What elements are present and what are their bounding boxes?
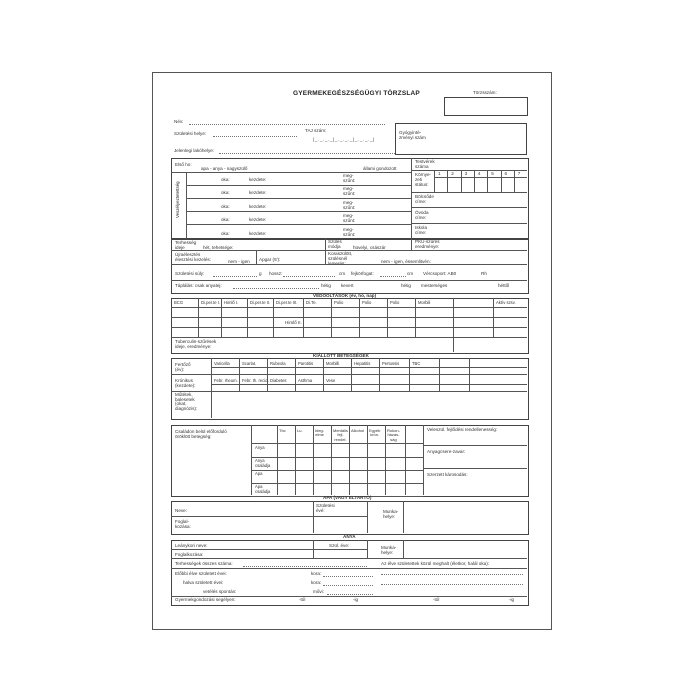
pku-label: PKU-szűrés eredménye:	[415, 239, 440, 249]
registry-number-field[interactable]	[444, 97, 528, 116]
institution-label: Gyógyinté- zményi szám	[399, 130, 426, 140]
resuscitation-label: Újraélesztés élesztési kezelés:	[175, 252, 212, 262]
age-label: kora:	[311, 580, 322, 585]
heredity-column-header: Rokon- házas- ság	[387, 428, 400, 442]
ended-label: meg- szűnt:	[343, 173, 356, 183]
birthplace-field[interactable]	[213, 136, 297, 137]
pregnancy-duration-label: Terhesség ideje	[175, 240, 197, 250]
mother-workplace-label: Munka- helye:	[381, 545, 397, 555]
infectious-disease-column: Morbilli	[326, 361, 340, 366]
vaccination-column-header: Morbili	[418, 300, 431, 305]
mother-occupation-label: Foglalkozása:	[175, 552, 204, 557]
residence-label: Jelenlegi lakóhelye:	[174, 148, 215, 153]
infectious-disease-column: Hepatitis	[354, 361, 371, 366]
metabolic-label: Anyagcsere-zavar:	[427, 449, 466, 454]
environment-status-number: 2	[451, 171, 454, 176]
father-table	[171, 501, 529, 535]
deceased-children-label: Az élve születettek közül meghalt (életkor, halál oka):	[381, 561, 490, 566]
chronic-disease-column: Febr. rheum.	[214, 378, 238, 383]
record-sheet	[152, 72, 552, 630]
weeks-unit: hétig	[401, 283, 411, 288]
taj-boxes[interactable]: |_._._._|_._._._|_._._._|	[313, 137, 375, 142]
start-label: kezdete:	[249, 204, 267, 209]
endangerment-label: Veszélyeztetettség	[175, 181, 180, 218]
from-label: -tól	[433, 597, 440, 602]
name-field[interactable]	[189, 124, 385, 125]
length-unit: cm	[339, 271, 346, 276]
childcare-allowance-label: Gyermekgondozási segélyen:	[175, 597, 236, 602]
age-label: kora:	[311, 571, 322, 576]
ended-label: meg- szűnt:	[343, 186, 356, 196]
siblings-label: Testvérek száma	[415, 159, 435, 169]
diseases-header: KIÁLLOTT BETEGSÉGEK	[313, 353, 369, 358]
vaccination-column-header: Di.per.te III.	[276, 300, 298, 305]
heredity-row-label: Anya	[255, 445, 265, 450]
school-label: Iskola címe:	[415, 225, 428, 235]
weight-unit: g	[259, 271, 262, 276]
induced-abortion-field[interactable]	[327, 594, 373, 595]
feeding-label: Táplálás: csak anyatej:	[175, 283, 222, 288]
vaccination-column-header: Polio	[362, 300, 372, 305]
form-title: GYERMEKEGÉSZSÉGÜGYI TÖRZSLAP	[293, 90, 420, 97]
environment-status-number: 3	[464, 171, 468, 176]
environment-status-number: 1	[438, 171, 441, 176]
heredity-column-header: Lu.	[297, 428, 303, 433]
nursery-label: Bölcsőde címe:	[415, 194, 434, 204]
chronic-disease-column: Vese	[326, 378, 336, 383]
smallpox-2-label: Himlő II.	[285, 320, 302, 325]
induced-abortion-label: művi:	[313, 589, 324, 594]
pregnancies-field[interactable]	[243, 566, 367, 567]
surgeries-label: Műtétek, balesetek (okat, diagnózis):	[175, 392, 198, 412]
infectious-disease-column: Parotitis	[298, 361, 314, 366]
deceased-children-field[interactable]	[381, 584, 523, 585]
environment-status-number: 4	[477, 171, 481, 176]
vaccination-column-header: Polio	[390, 300, 400, 305]
acquired-label: Szerzett károsodás:	[427, 472, 468, 477]
birth-weight-label: Születési súly:	[175, 271, 205, 276]
start-label: kezdete:	[249, 177, 267, 182]
head-circumference-field[interactable]	[380, 276, 406, 277]
from-week-unit: héttől	[498, 283, 510, 288]
reason-label: oka:	[221, 177, 230, 182]
premature-label: Koraszülött, szülésnél lemerés:	[328, 251, 353, 266]
heredity-column-header: Tbc	[279, 428, 286, 433]
reason-label: oka:	[221, 217, 230, 222]
residence-field[interactable]	[219, 153, 395, 154]
resuscitation-options: nem - igen	[228, 259, 250, 264]
environment-status-label: Környe- zeti státus:	[415, 172, 432, 187]
chronic-label: Krónikus (kezdete):	[175, 378, 196, 388]
length-field[interactable]	[283, 276, 335, 277]
infectious-disease-column: Pertussis	[382, 361, 400, 366]
name-label: Név:	[174, 119, 184, 124]
reason-label: oka:	[221, 190, 230, 195]
ended-label: meg- szűnt:	[343, 200, 356, 210]
until-label: -ig	[353, 597, 359, 602]
apgar-label: Apgar (5'):	[259, 257, 281, 262]
heredity-row-label: Apa családja	[255, 484, 271, 494]
father-occupation-label: Foglal- kozása:	[175, 519, 191, 529]
pregnancy-duration-value: hét, tehetsége:	[203, 245, 234, 250]
state-care-option: állami gondozott	[363, 166, 397, 171]
infectious-disease-column: Scarlat.	[242, 361, 257, 366]
infectious-disease-column: TBC	[412, 361, 421, 366]
congenital-label: Veleszül. fejlődési rendellenesség:	[427, 427, 498, 432]
reason-label: oka:	[221, 204, 230, 209]
start-label: kezdete:	[249, 217, 267, 222]
heredity-column-header: Egyéb krón.	[369, 428, 381, 438]
premature-options: nem - igen, éssemlitvén:	[381, 259, 431, 264]
chronic-disease-column: Febr. th. recid.	[242, 378, 269, 383]
heredity-row-label: Anya családja	[255, 458, 271, 468]
environment-status-number: 5	[491, 171, 494, 176]
deceased-children-field[interactable]	[381, 574, 523, 575]
from-label: -tól	[299, 597, 306, 602]
head-unit: cm	[407, 271, 414, 276]
father-birth-year-label: Születési évé:	[316, 503, 335, 513]
vaccination-column-header: Di.Te.	[306, 300, 317, 305]
kindergarten-label: Óvoda címe:	[415, 210, 429, 220]
age-field[interactable]	[323, 585, 373, 586]
heredity-column-header: Mentális fejl. rendel.	[333, 428, 348, 442]
mixed-feeding-label: kevert	[341, 283, 354, 288]
chronic-disease-column: Asthma	[298, 378, 313, 383]
mother-header: ANYA	[343, 534, 356, 539]
infectious-label: Fertőző (év):	[175, 362, 191, 372]
first-home-label: Első ho:	[175, 162, 192, 167]
registry-number-label: Törzsszám:	[473, 90, 497, 95]
rh-label: Rh	[481, 271, 487, 276]
ended-label: meg- szűnt:	[343, 227, 356, 237]
tuberculin-label: Tuberculin-szűrések ideje, eredménye:	[175, 339, 217, 349]
vaccination-column-header: Himlő I.	[224, 300, 239, 305]
reason-label: oka:	[221, 231, 230, 236]
infectious-disease-column: Rubeola	[270, 361, 286, 366]
environment-status-number: 7	[517, 171, 521, 176]
vaccination-column-header: Di.per.te I.	[201, 300, 221, 305]
heredity-column-header: Ideg- elme	[315, 428, 325, 438]
previous-live-births-label: Előbbi élve született évei:	[175, 571, 227, 576]
environment-status-number: 6	[504, 171, 508, 176]
vaccinations-header: VÉDŐOLTÁSOK (év, hó, nap)	[313, 293, 377, 298]
head-circumference-label: fejkörfogat:	[351, 271, 374, 276]
mother-maiden-name-label: Leánykori neve:	[175, 543, 208, 548]
heredity-row-label: Apa	[255, 471, 263, 476]
birthplace-label: Születési helye:	[174, 131, 207, 136]
mother-birth-year-label: Szül. éve:	[329, 543, 350, 548]
father-workplace-label: Munka- helye:	[383, 509, 399, 519]
vaccination-column-header: Aktív szsv.	[496, 300, 516, 305]
heredity-column-header: Alkohol	[351, 428, 365, 433]
delivery-method-value: hüvelyi, császár	[353, 245, 386, 250]
father-header: APA (VAGY ELTARTÓ)	[323, 495, 372, 500]
formula-feeding-label: mesterséges	[421, 283, 448, 288]
delivery-method-label: Szülés módja	[328, 239, 342, 249]
length-label: hossz:	[269, 271, 283, 276]
chronic-disease-column: Diabetes	[270, 378, 287, 383]
age-field[interactable]	[323, 576, 373, 577]
start-label: kezdete:	[249, 190, 267, 195]
breastfeeding-field[interactable]	[233, 288, 319, 289]
ended-label: meg- szűnt:	[343, 213, 356, 223]
vaccination-column-header: Di.per.te II.	[250, 300, 271, 305]
vaccination-column-header: BCG	[174, 300, 184, 305]
infectious-disease-column: Varicella	[214, 361, 230, 366]
hereditary-disease-label: Családon belül előforduló öröklött betegség:	[175, 429, 227, 439]
start-label: kezdete:	[249, 231, 267, 236]
taj-label: TAJ szám:	[305, 128, 327, 133]
stillbirths-label: halva született évei:	[183, 580, 224, 585]
father-name-label: Neve:	[175, 508, 188, 513]
vaccination-column-header: Polio	[334, 300, 344, 305]
birth-weight-field[interactable]	[213, 276, 257, 277]
until-label: -ig	[509, 597, 515, 602]
blood-group-label: Vércsoport: AB0	[423, 271, 457, 276]
weeks-unit: hétig	[321, 283, 331, 288]
spontaneous-abortion-label: vetélés spontán:	[203, 589, 237, 594]
parents-option: apa - anya - nagyszülő	[201, 166, 248, 171]
pregnancies-total-label: Terhességek összes száma:	[175, 561, 233, 566]
